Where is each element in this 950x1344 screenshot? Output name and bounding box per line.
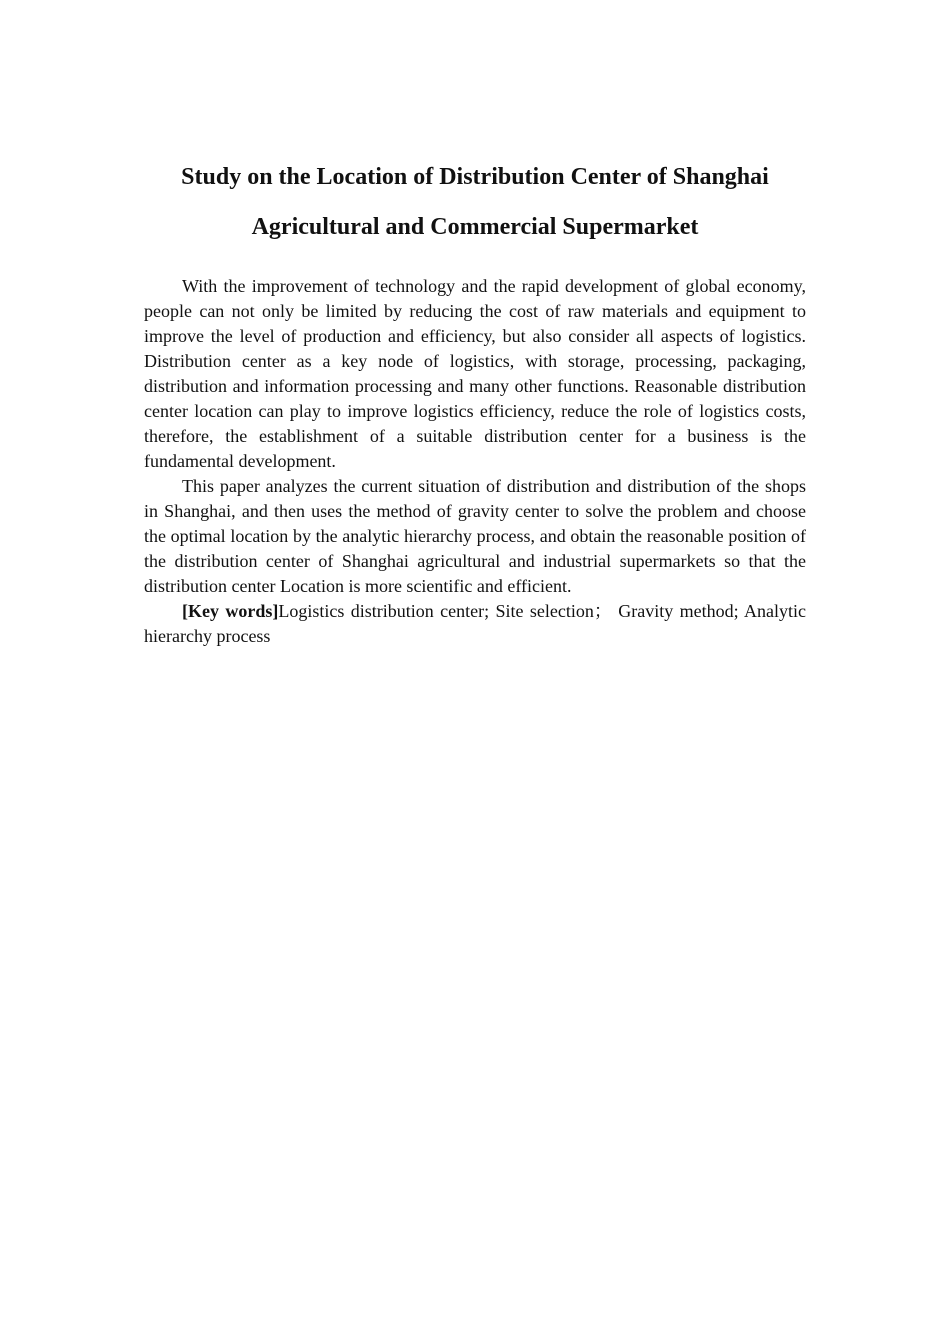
- abstract-paragraph-1: With the improvement of technology and the rapid development of global economy, people can not only be limited by reducing the cost of raw materials and equipment to improve the level of production and efficiency, but also consider all aspects of logistics. Distribution center as a key node of logistics, with storage, processing, packaging, distribution and information processing and many other functions. Reasonable distribution center location can play to improve logistics efficiency, reduce the role of logistics costs, therefore, the establishment of a suitable distribution center for a business is the fundamental development.: [144, 276, 806, 471]
- paper-title: [120, 152, 830, 252]
- keywords-paragraph: [144, 599, 806, 649]
- abstract-section: [144, 274, 806, 649]
- title-line-2: Agricultural and Commercial Supermarket: [251, 214, 699, 240]
- keywords-label: [Key words]: [182, 601, 279, 621]
- title-line-1: Study on the Location of Distribution Center of Shanghai: [181, 164, 769, 190]
- keywords-text: Logistics distribution center; Site selection； Gravity method; Analytic hierarchy process: [144, 601, 807, 646]
- abstract-paragraph-2: This paper analyzes the current situation of distribution and distribution of the shops in Shanghai, and then uses the method of gravity center to solve the problem and choose the optimal location by the analytic hierarchy process, and obtain the reasonable position of the distribution center of Shanghai agricultural and industrial supermarkets so that the distribution center Location is more scientific and efficient.: [144, 476, 806, 596]
